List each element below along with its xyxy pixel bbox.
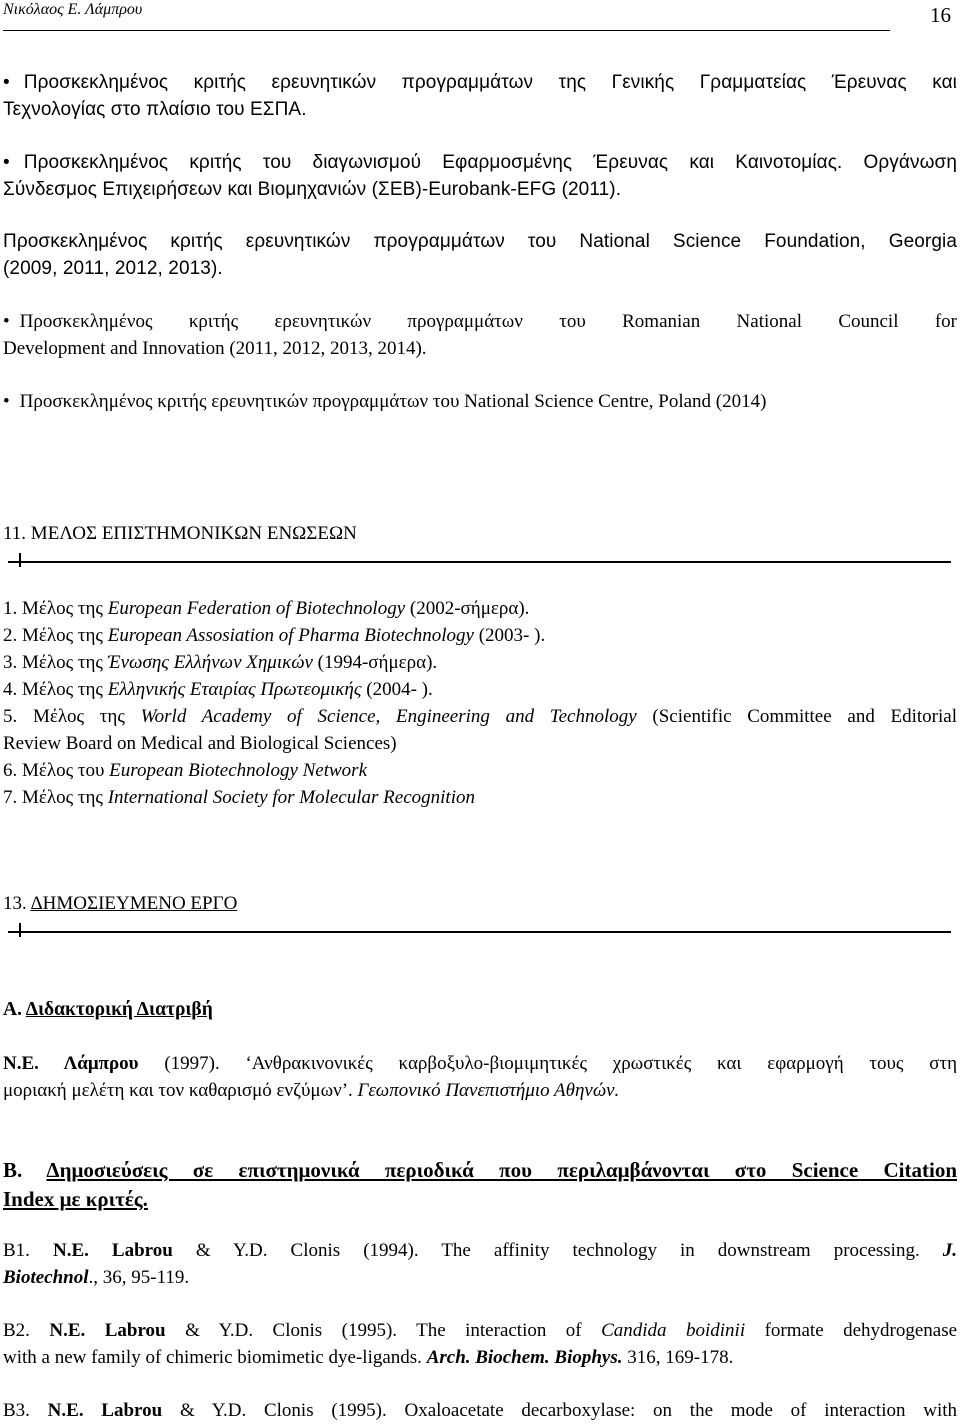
item-number: 3. bbox=[3, 652, 18, 673]
reviewer-item-4-line-2: Development and Innovation (2011, 2012, 2013, 2014). bbox=[3, 338, 427, 359]
publication-volume-pages: ., 36, 95-119. bbox=[88, 1267, 190, 1288]
subsection-a-heading bbox=[3, 997, 213, 1023]
bullet: • bbox=[3, 72, 10, 93]
item-prefix: Μέλος της bbox=[22, 652, 103, 673]
reviewer-item-3-line-1: Προσκεκλημένος κριτής ερευνητικών προγραμμάτων του National Science Foundation, Georgia bbox=[3, 231, 957, 252]
item-prefix: Μέλος της bbox=[22, 598, 103, 619]
page-number: 16 bbox=[930, 3, 951, 27]
item-organization: Ελληνικής Εταιρίας Πρωτεομικής bbox=[107, 679, 362, 700]
thesis-title-cont: μοριακή μελέτη και τον καθαρισμό ενζύμων’. bbox=[3, 1080, 353, 1101]
publication-author: N.E. Labrou bbox=[47, 1400, 163, 1421]
membership-item-continued: Review Board on Medical and Biological Sciences) bbox=[3, 733, 397, 754]
subsection-b-line-2: Index με κριτές. bbox=[3, 1187, 148, 1211]
item-organization: Ένωσης Ελλήνων Χημικών bbox=[107, 652, 313, 673]
item-number: 6. bbox=[3, 760, 18, 781]
subsection-title: Δημοσιεύσεις σε επιστημονικά περιοδικά που περιλαμβάνονται στο Science Citation bbox=[46, 1158, 957, 1182]
bullet: • bbox=[3, 391, 10, 412]
publication-id: Β1. bbox=[3, 1240, 30, 1261]
reviewer-item-2-line-2: Σύνδεσμος Επιχειρήσεων και Βιομηχανιών (ΣΕΒ)-Eurobank-EFG (2011). bbox=[3, 179, 622, 200]
publication-coauthor: Y.D. Clonis (1994). bbox=[233, 1240, 419, 1261]
item-detail: (Scientific Committee and Editorial bbox=[652, 706, 957, 727]
publication-volume-pages: 316, 169-178. bbox=[627, 1347, 734, 1368]
thesis-line-1 bbox=[3, 1051, 957, 1077]
item-period: (1994-σήμερα). bbox=[317, 652, 438, 673]
publication-b1-line-1 bbox=[3, 1238, 957, 1264]
subsection-label: Β. bbox=[3, 1158, 23, 1182]
reviewer-item-text: Προσκεκλημένος κριτής ερευνητικών προγραμμάτων του National Science Centre, Poland (2014) bbox=[19, 391, 767, 412]
item-period: (2002-σήμερα). bbox=[409, 598, 530, 619]
section-13-rule-tick bbox=[19, 923, 21, 937]
membership-item bbox=[3, 677, 433, 703]
section-11-heading: 11. ΜΕΛΟΣ ΕΠΙΣΤΗΜΟΝΙΚΩΝ ΕΝΩΣΕΩΝ bbox=[3, 523, 357, 544]
subsection-label: Α. bbox=[3, 999, 22, 1020]
item-organization: European Assosiation of Pharma Biotechnology bbox=[107, 625, 474, 646]
publication-journal: Arch. Biochem. Biophys. bbox=[426, 1347, 623, 1368]
item-number: 2. bbox=[3, 625, 18, 646]
reviewer-item-1-line-2: Τεχνολογίας στο πλαίσιο του ΕΣΠΑ. bbox=[3, 99, 307, 120]
publication-b2-line-1 bbox=[3, 1318, 957, 1344]
item-prefix: Μέλος της bbox=[22, 787, 103, 808]
publication-journal: J. bbox=[942, 1240, 958, 1261]
publication-id: Β2. bbox=[3, 1320, 30, 1341]
section-13-rule bbox=[8, 931, 951, 933]
publication-author: N.E. Labrou bbox=[52, 1240, 173, 1261]
item-organization: International Society for Molecular Recognition bbox=[107, 787, 475, 808]
item-prefix: Μέλος της bbox=[22, 625, 103, 646]
running-header-author: Νικόλαος Ε. Λάμπρου bbox=[3, 1, 143, 18]
publication-journal: Biotechnol bbox=[3, 1267, 89, 1288]
section-11-rule-tick bbox=[19, 553, 21, 567]
thesis-author: Ν.Ε. Λάμπρου bbox=[3, 1053, 139, 1074]
reviewer-item-text: Προσκεκλημένος κριτής του διαγωνισμού Εφαρμοσμένης Έρευνας και Καινοτομίας. Οργάνωση bbox=[23, 152, 957, 173]
item-organization: European Federation of Biotechnology bbox=[107, 598, 406, 619]
reviewer-item-4-line-1 bbox=[3, 309, 957, 335]
reviewer-item-5-line-1 bbox=[3, 389, 766, 415]
item-number: 1. bbox=[3, 598, 18, 619]
item-number: 4. bbox=[3, 679, 18, 700]
publication-species: Candida boidinii bbox=[601, 1320, 746, 1341]
publication-coauthor: Y.D. Clonis (1995). bbox=[218, 1320, 398, 1341]
item-prefix: Μέλος της bbox=[22, 679, 103, 700]
thesis-line-2 bbox=[3, 1078, 619, 1104]
publication-b2-line-2 bbox=[3, 1345, 733, 1371]
section-title: ΔΗΜΟΣΙΕΥΜΕΝΟ ΕΡΓΟ bbox=[30, 893, 238, 914]
item-organization: World Academy of Science, Engineering and Technology bbox=[140, 706, 637, 727]
subsection-b-line-1 bbox=[3, 1156, 957, 1184]
membership-item bbox=[3, 704, 957, 730]
publication-title-cont: with a new family of chimeric biomimetic dye-ligands. bbox=[3, 1347, 422, 1368]
membership-item bbox=[3, 650, 437, 676]
item-number: 7. bbox=[3, 787, 18, 808]
subsection-title: Διδακτορική Διατριβή bbox=[25, 999, 213, 1020]
reviewer-item-text: Προσκεκλημένος κριτής ερευνητικών προγραμμάτων του Romanian National Council for bbox=[19, 311, 957, 332]
section-number: 13. bbox=[3, 893, 27, 914]
item-organization: European Biotechnology Network bbox=[109, 760, 368, 781]
publication-amp: & bbox=[195, 1240, 211, 1261]
membership-item bbox=[3, 596, 529, 622]
publication-id: Β3. bbox=[3, 1400, 30, 1421]
item-prefix: Μέλος της bbox=[32, 706, 125, 727]
publication-b1-line-2 bbox=[3, 1265, 189, 1291]
membership-item bbox=[3, 623, 545, 649]
publication-author: N.E. Labrou bbox=[49, 1320, 166, 1341]
publication-title: The affinity technology in downstream processing. bbox=[441, 1240, 920, 1261]
publication-title-cont: formate dehydrogenase bbox=[764, 1320, 958, 1341]
bullet: • bbox=[3, 152, 10, 173]
item-number: 5. bbox=[3, 706, 18, 727]
publication-amp: & bbox=[179, 1400, 195, 1421]
section-13-heading bbox=[3, 891, 237, 917]
bullet: • bbox=[3, 311, 10, 332]
publication-title: Oxaloacetate decarboxylase: on the mode of interaction with bbox=[404, 1400, 957, 1421]
publication-coauthor: Y.D. Clonis (1995). bbox=[211, 1400, 387, 1421]
reviewer-item-3-line-2: (2009, 2011, 2012, 2013). bbox=[3, 258, 223, 279]
section-11-rule bbox=[8, 561, 951, 563]
membership-item bbox=[3, 785, 475, 811]
membership-item bbox=[3, 758, 367, 784]
publication-title: The interaction of bbox=[416, 1320, 582, 1341]
publication-b3-line-1 bbox=[3, 1398, 957, 1424]
thesis-year: (1997). bbox=[164, 1053, 220, 1074]
thesis-institution: Γεωπονικό Πανεπιστήμιο Αθηνών. bbox=[357, 1080, 620, 1101]
reviewer-list-serif bbox=[0, 0, 960, 420]
item-period: (2003- ). bbox=[478, 625, 546, 646]
thesis-title: ‘Ανθρακινονικές καρβοξυλο-βιομιμητικές χρωστικές και εφαρμογή τους στη bbox=[245, 1053, 958, 1074]
reviewer-item-text: Προσκεκλημένος κριτής ερευνητικών προγραμμάτων της Γενικής Γραμματείας Έρευνας και bbox=[23, 72, 957, 93]
publication-amp: & bbox=[185, 1320, 200, 1341]
item-period: (2004- ). bbox=[366, 679, 433, 700]
item-prefix: Μέλος του bbox=[22, 760, 105, 781]
